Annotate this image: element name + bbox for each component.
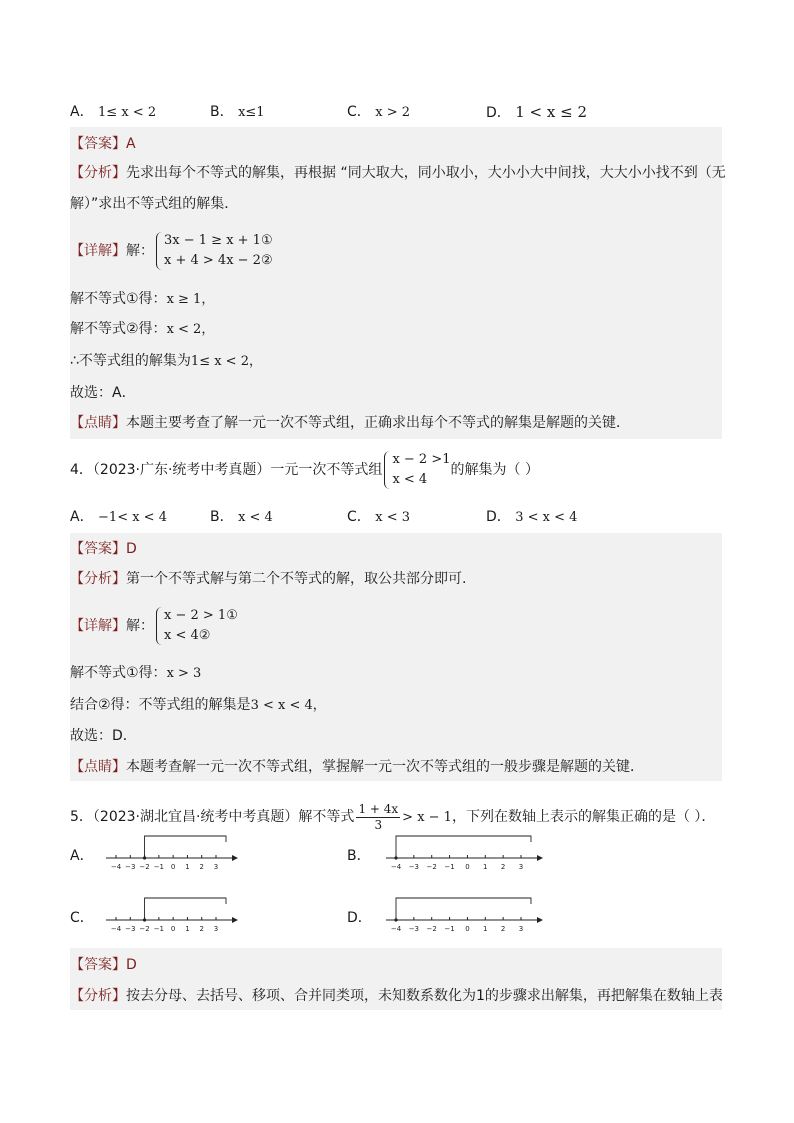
tick-label: −3 [125, 863, 136, 871]
q3-analysis-line2: 解）”求出不等式组的解集． [70, 196, 239, 212]
q3-option-d [486, 102, 587, 123]
step-text: ∴不等式组的解集为 [70, 353, 191, 369]
option-math: x < 4 [238, 510, 273, 525]
inequality-system [382, 450, 450, 490]
detail-tag: 【详解】 [70, 243, 126, 259]
answer-tag: 【答案】 [70, 957, 126, 973]
q4-comment [70, 757, 644, 777]
option-math: 1≤ x < 2 [98, 105, 157, 120]
comment-tag: 【点睛】 [70, 415, 126, 431]
tick-label: 0 [465, 925, 470, 933]
answer-value: D [126, 541, 137, 557]
q5-number-line-a [100, 832, 240, 874]
answer-tag: 【答案】 [70, 136, 126, 152]
q5-number-line-d [380, 894, 545, 936]
q4-option-a [70, 507, 167, 528]
tick-label: −2 [139, 925, 150, 933]
q3-step2 [70, 319, 214, 340]
tick-label: 0 [170, 863, 176, 871]
system-row-1: 3x − 1 ≥ x + 1① [164, 233, 273, 248]
tick-label: 3 [213, 925, 219, 933]
tick-label: 2 [500, 925, 506, 933]
q3-step1 [70, 289, 214, 310]
analysis-text: 按去分母、去括号、移项、合并同类项，未知数系数化为1的步骤求出解集，再把解集在数轴上表 [126, 988, 723, 1004]
q3-analysis-line1 [70, 163, 726, 183]
stem-suffix: ，下列在数轴上表示的解集正确的是（ ）． [451, 809, 716, 825]
stem-math: > x − 1 [402, 810, 452, 825]
q3-option-b [210, 102, 265, 123]
answer-value: D [126, 957, 137, 973]
tick-label: 1 [483, 925, 488, 933]
q4-choice: 故选：D． [70, 728, 137, 744]
tick-label: −3 [408, 863, 420, 871]
axis-arrow [232, 917, 238, 923]
step-math: 3 < x < 4， [250, 698, 326, 713]
option-label: D． [486, 105, 511, 121]
axis-arrow [232, 855, 238, 861]
step-math: x ≥ 1， [166, 292, 215, 307]
q5-number-line-b [380, 832, 545, 874]
q4-step2 [70, 695, 326, 716]
endpoint-dot [143, 918, 146, 921]
step-text: 解不等式①得： [70, 291, 167, 307]
option-math: −1< x < 4 [98, 510, 167, 525]
tick-label: −2 [426, 925, 437, 933]
analysis-text: 先求出每个不等式的解集，再根据 “同大取大，同小取小，大小小大中间找，大大小小找不到（无 [126, 165, 726, 181]
analysis-tag: 【分析】 [70, 165, 126, 181]
q5-option-d-label: D． [347, 910, 372, 926]
comment-tag: 【点睛】 [70, 759, 126, 775]
inequality-system [154, 231, 273, 271]
stem-prefix: 5．（2023·湖北宜昌·统考中考真题）解不等式 [70, 809, 355, 825]
step-math: x < 2， [166, 322, 215, 337]
tick-label: −4 [390, 925, 402, 933]
option-label: A． [70, 509, 94, 525]
detail-prefix: 解： [126, 618, 154, 634]
tick-label: −1 [444, 863, 455, 871]
axis-arrow [537, 917, 543, 923]
tick-label: 1 [185, 863, 190, 871]
q4-option-b [210, 507, 273, 528]
tick-label: −1 [153, 863, 165, 871]
comment-text: 本题考查解一元一次不等式组，掌握解一元一次不等式组的一般步骤是解题的关键． [126, 759, 644, 775]
option-math: x≤1 [238, 105, 265, 120]
step-math: x > 3 [166, 666, 202, 681]
answer-value: A [126, 136, 136, 152]
endpoint-dot [394, 856, 397, 859]
tick-label: 2 [199, 925, 204, 933]
q4-option-c [347, 507, 410, 528]
system-row-1: x − 2 >1 [392, 452, 451, 467]
tick-label: 0 [465, 863, 470, 871]
q3-choice: 故选：A． [70, 385, 136, 401]
q5-number-line-c [100, 894, 240, 936]
stem-prefix: 4．（2023·广东·统考中考真题）一元一次不等式组 [70, 462, 383, 478]
tick-label: 3 [518, 925, 524, 933]
q3-step3 [70, 351, 262, 372]
stem-suffix: 的解集为（ ） [450, 462, 539, 478]
system-row-2: x < 4 [392, 472, 428, 487]
tick-label: 3 [213, 863, 219, 871]
system-row-2: x < 4② [164, 628, 211, 643]
tick-label: −1 [153, 925, 165, 933]
tick-label: 1 [185, 925, 190, 933]
q5-analysis [70, 986, 723, 1006]
q3-option-c [347, 102, 410, 123]
tick-label: −3 [125, 925, 136, 933]
solution-range-bracket [145, 898, 226, 920]
tick-label: −4 [110, 863, 122, 871]
tick-label: −4 [390, 863, 402, 871]
option-label: B． [210, 509, 234, 525]
q5-option-a-label: A． [70, 848, 94, 864]
option-math: x > 2 [375, 105, 410, 120]
q5-answer [70, 955, 137, 975]
answer-tag: 【答案】 [70, 541, 126, 557]
analysis-text: 第一个不等式解与第二个不等式的解，取公共部分即可. [126, 571, 467, 587]
tick-label: −2 [426, 863, 437, 871]
option-label: C． [347, 509, 371, 525]
q3-option-a [70, 102, 156, 123]
tick-label: −1 [444, 925, 455, 933]
step-text: 解不等式②得： [70, 321, 167, 337]
comment-text: 本题主要考查了解一元一次不等式组，正确求出每个不等式的解集是解题的关键． [126, 415, 630, 431]
option-label: D． [486, 509, 511, 525]
option-math: 1 < x ≤ 2 [515, 103, 587, 121]
tick-label: 2 [199, 863, 204, 871]
tick-label: 0 [170, 925, 176, 933]
step-math: 1≤ x < 2， [190, 354, 262, 369]
tick-label: −3 [408, 925, 420, 933]
q4-stem [70, 450, 539, 490]
q4-step1 [70, 663, 201, 684]
q3-detail [70, 231, 273, 271]
q5-option-b-label: B． [347, 848, 371, 864]
q4-detail [70, 606, 238, 646]
option-math: 3 < x < 4 [515, 510, 578, 525]
endpoint-dot [394, 918, 397, 921]
tick-label: 1 [483, 863, 488, 871]
step-text: 解不等式①得： [70, 665, 167, 681]
q3-answer [70, 134, 136, 154]
analysis-tag: 【分析】 [70, 988, 126, 1004]
endpoint-dot [143, 856, 146, 859]
solution-range-bracket [145, 836, 226, 858]
tick-label: 3 [518, 863, 524, 871]
q3-comment [70, 413, 630, 433]
tick-label: 2 [500, 863, 506, 871]
step-text: 结合②得：不等式组的解集是 [70, 697, 251, 713]
option-math: x < 3 [375, 510, 410, 525]
solution-range-bracket [396, 898, 531, 920]
fraction [356, 802, 400, 833]
option-label: B． [210, 104, 234, 120]
detail-prefix: 解： [126, 243, 154, 259]
system-row-1: x − 2 > 1① [164, 608, 238, 623]
system-row-2: x + 4 > 4x − 2② [164, 253, 273, 268]
q5-option-c-label: C． [70, 910, 94, 926]
fraction-numerator: 1 + 4x [358, 801, 399, 816]
solution-range-bracket [396, 836, 531, 858]
axis-arrow [537, 855, 543, 861]
tick-label: −4 [110, 925, 122, 933]
q4-analysis [70, 569, 466, 589]
inequality-system [154, 606, 238, 646]
q4-answer [70, 539, 137, 559]
tick-label: −2 [139, 863, 150, 871]
option-label: A． [70, 104, 94, 120]
fraction-denominator: 3 [374, 817, 383, 832]
analysis-tag: 【分析】 [70, 571, 126, 587]
q4-option-d [486, 507, 577, 528]
detail-tag: 【详解】 [70, 618, 126, 634]
option-label: C． [347, 104, 371, 120]
